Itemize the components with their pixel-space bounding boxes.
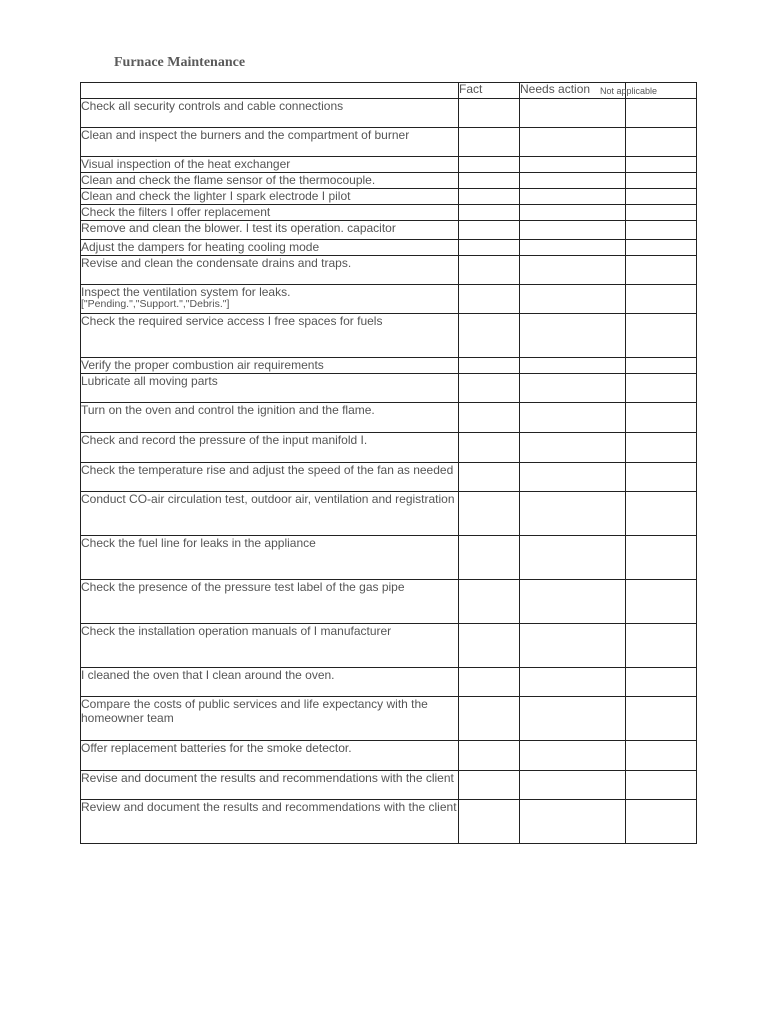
needs-action-checkbox-cell[interactable] [520, 99, 626, 128]
task-text: Revise and clean the condensate drains and traps. [81, 256, 352, 270]
task-cell [81, 240, 459, 256]
not-applicable-checkbox-cell[interactable] [626, 433, 697, 463]
not-applicable-checkbox-cell[interactable] [626, 624, 697, 668]
needs-action-checkbox-cell[interactable] [520, 189, 626, 205]
fact-checkbox-cell[interactable] [459, 536, 520, 580]
needs-action-checkbox-cell[interactable] [520, 492, 626, 536]
needs-action-checkbox-cell[interactable] [520, 128, 626, 157]
header-not-applicable-label: Not applicable [600, 86, 658, 96]
needs-action-checkbox-cell[interactable] [520, 205, 626, 221]
task-cell [81, 741, 459, 771]
needs-action-checkbox-cell[interactable] [520, 240, 626, 256]
table-row [81, 536, 697, 580]
fact-checkbox-cell[interactable] [459, 189, 520, 205]
needs-action-checkbox-cell[interactable] [520, 580, 626, 624]
table-row [81, 741, 697, 771]
needs-action-checkbox-cell[interactable] [520, 668, 626, 697]
task-cell [81, 314, 459, 358]
fact-checkbox-cell[interactable] [459, 668, 520, 697]
table-row [81, 99, 697, 128]
not-applicable-checkbox-cell[interactable] [626, 99, 697, 128]
not-applicable-checkbox-cell[interactable] [626, 771, 697, 800]
task-cell [81, 173, 459, 189]
task-text: Conduct CO-air circulation test, outdoor air, ventilation and registration [81, 492, 455, 506]
task-text: Inspect the ventilation system for leaks. [81, 285, 291, 299]
task-cell [81, 157, 459, 173]
not-applicable-checkbox-cell[interactable] [626, 128, 697, 157]
table-row [81, 492, 697, 536]
fact-checkbox-cell[interactable] [459, 771, 520, 800]
task-cell [81, 128, 459, 157]
fact-checkbox-cell[interactable] [459, 205, 520, 221]
task-cell [81, 358, 459, 374]
task-cell [81, 433, 459, 463]
not-applicable-checkbox-cell[interactable] [626, 492, 697, 536]
fact-checkbox-cell[interactable] [459, 99, 520, 128]
fact-checkbox-cell[interactable] [459, 358, 520, 374]
needs-action-checkbox-cell[interactable] [520, 314, 626, 358]
needs-action-checkbox-cell[interactable] [520, 433, 626, 463]
needs-action-checkbox-cell[interactable] [520, 771, 626, 800]
not-applicable-checkbox-cell[interactable] [626, 173, 697, 189]
fact-checkbox-cell[interactable] [459, 128, 520, 157]
table-row [81, 668, 697, 697]
task-cell [81, 189, 459, 205]
table-row [81, 697, 697, 741]
table-row [81, 173, 697, 189]
task-text: Check the installation operation manuals of I manufacturer [81, 624, 392, 638]
task-text: Review and document the results and recommendations with the client [81, 800, 457, 814]
table-row [81, 463, 697, 492]
task-text: Check the presence of the pressure test label of the gas pipe [81, 580, 405, 594]
task-cell [81, 580, 459, 624]
fact-checkbox-cell[interactable] [459, 433, 520, 463]
table-header-row [81, 83, 697, 99]
not-applicable-checkbox-cell[interactable] [626, 314, 697, 358]
task-cell [81, 697, 459, 741]
needs-action-checkbox-cell[interactable] [520, 285, 626, 314]
task-cell [81, 800, 459, 844]
needs-action-checkbox-cell[interactable] [520, 536, 626, 580]
fact-checkbox-cell[interactable] [459, 800, 520, 844]
page-title: Furnace Maintenance [114, 55, 246, 70]
task-cell [81, 463, 459, 492]
needs-action-checkbox-cell[interactable] [520, 221, 626, 240]
fact-checkbox-cell[interactable] [459, 240, 520, 256]
not-applicable-checkbox-cell[interactable] [626, 285, 697, 314]
needs-action-checkbox-cell[interactable] [520, 800, 626, 844]
table-row [81, 256, 697, 285]
not-applicable-checkbox-cell[interactable] [626, 580, 697, 624]
table-row [81, 433, 697, 463]
task-text: Visual inspection of the heat exchanger [81, 157, 291, 171]
table-row [81, 358, 697, 374]
table-row [81, 800, 697, 844]
needs-action-checkbox-cell[interactable] [520, 358, 626, 374]
needs-action-checkbox-cell[interactable] [520, 157, 626, 173]
needs-action-checkbox-cell[interactable] [520, 624, 626, 668]
task-text: Check the filters I offer replacement [81, 205, 271, 219]
task-cell [81, 374, 459, 403]
table-row [81, 221, 697, 240]
task-text: Check the temperature rise and adjust the speed of the fan as needed [81, 463, 454, 477]
task-cell [81, 256, 459, 285]
fact-checkbox-cell[interactable] [459, 285, 520, 314]
fact-checkbox-cell[interactable] [459, 314, 520, 358]
task-text: Offer replacement batteries for the smoke detector. [81, 741, 352, 755]
fact-checkbox-cell[interactable] [459, 624, 520, 668]
task-text: Check the fuel line for leaks in the appliance [81, 536, 316, 550]
needs-action-checkbox-cell[interactable] [520, 697, 626, 741]
table-row [81, 285, 697, 314]
not-applicable-checkbox-cell[interactable] [626, 536, 697, 580]
not-applicable-checkbox-cell[interactable] [626, 697, 697, 741]
task-cell [81, 536, 459, 580]
table-row [81, 128, 697, 157]
maintenance-checklist-table [80, 82, 697, 844]
table-row [81, 189, 697, 205]
task-cell [81, 492, 459, 536]
table-row [81, 314, 697, 358]
task-text: Check the required service access I free spaces for fuels [81, 314, 383, 328]
table-row [81, 240, 697, 256]
needs-action-checkbox-cell[interactable] [520, 463, 626, 492]
task-text: Clean and check the flame sensor of the thermocouple. [81, 173, 376, 187]
task-text: Clean and check the lighter I spark electrode I pilot [81, 189, 351, 203]
not-applicable-checkbox-cell[interactable] [626, 157, 697, 173]
task-cell [81, 285, 459, 314]
task-text: Check all security controls and cable connections [81, 99, 344, 113]
fact-checkbox-cell[interactable] [459, 173, 520, 189]
table-row [81, 580, 697, 624]
fact-checkbox-cell[interactable] [459, 256, 520, 285]
task-text: Turn on the oven and control the ignition and the flame. [81, 403, 375, 417]
task-text: Remove and clean the blower. I test its operation. capacitor [81, 221, 396, 235]
task-text: Revise and document the results and recommendations with the client [81, 771, 454, 785]
fact-checkbox-cell[interactable] [459, 403, 520, 433]
task-text: Verify the proper combustion air requirements [81, 358, 324, 372]
header-fact: Fact [459, 83, 520, 99]
header-task [81, 83, 459, 99]
task-cell [81, 99, 459, 128]
task-cell [81, 771, 459, 800]
table-row [81, 157, 697, 173]
task-cell [81, 205, 459, 221]
header-needs-action [520, 82, 658, 99]
needs-action-checkbox-cell[interactable] [520, 741, 626, 771]
fact-checkbox-cell[interactable] [459, 157, 520, 173]
not-applicable-checkbox-cell[interactable] [626, 741, 697, 771]
task-text: I cleaned the oven that I clean around the oven. [81, 668, 335, 682]
not-applicable-checkbox-cell[interactable] [626, 221, 697, 240]
task-text: Clean and inspect the burners and the compartment of burner [81, 128, 410, 142]
not-applicable-checkbox-cell[interactable] [626, 463, 697, 492]
table-row [81, 624, 697, 668]
table-row [81, 771, 697, 800]
task-text: Adjust the dampers for heating cooling mode [81, 240, 320, 254]
needs-action-checkbox-cell[interactable] [520, 173, 626, 189]
not-applicable-checkbox-cell[interactable] [626, 800, 697, 844]
table-row [81, 205, 697, 221]
fact-checkbox-cell[interactable] [459, 374, 520, 403]
task-text: Compare the costs of public services and life expectancy with the homeowner team [81, 697, 428, 725]
task-cell [81, 624, 459, 668]
task-text: Lubricate all moving parts [81, 374, 218, 388]
fact-checkbox-cell[interactable] [459, 741, 520, 771]
not-applicable-checkbox-cell[interactable] [626, 240, 697, 256]
fact-checkbox-cell[interactable] [459, 697, 520, 741]
task-cell [81, 403, 459, 433]
needs-action-checkbox-cell[interactable] [520, 403, 626, 433]
not-applicable-checkbox-cell[interactable] [626, 668, 697, 697]
task-text: Check and record the pressure of the input manifold I. [81, 433, 368, 447]
fact-checkbox-cell[interactable] [459, 580, 520, 624]
header-not-applicable [626, 83, 697, 99]
fact-checkbox-cell[interactable] [459, 221, 520, 240]
fact-checkbox-cell[interactable] [459, 463, 520, 492]
not-applicable-checkbox-cell[interactable] [626, 205, 697, 221]
not-applicable-checkbox-cell[interactable] [626, 256, 697, 285]
table-row [81, 403, 697, 433]
not-applicable-checkbox-cell[interactable] [626, 189, 697, 205]
task-cell [81, 668, 459, 697]
task-cell [81, 221, 459, 240]
not-applicable-checkbox-cell[interactable] [626, 374, 697, 403]
needs-action-checkbox-cell[interactable] [520, 374, 626, 403]
fact-checkbox-cell[interactable] [459, 492, 520, 536]
header-needs-action-label: Needs action [520, 82, 591, 96]
needs-action-checkbox-cell[interactable] [520, 256, 626, 285]
table-row [81, 374, 697, 403]
not-applicable-checkbox-cell[interactable] [626, 358, 697, 374]
not-applicable-checkbox-cell[interactable] [626, 403, 697, 433]
task-subtext: ["Pending.","Support.","Debris."] [81, 298, 230, 310]
